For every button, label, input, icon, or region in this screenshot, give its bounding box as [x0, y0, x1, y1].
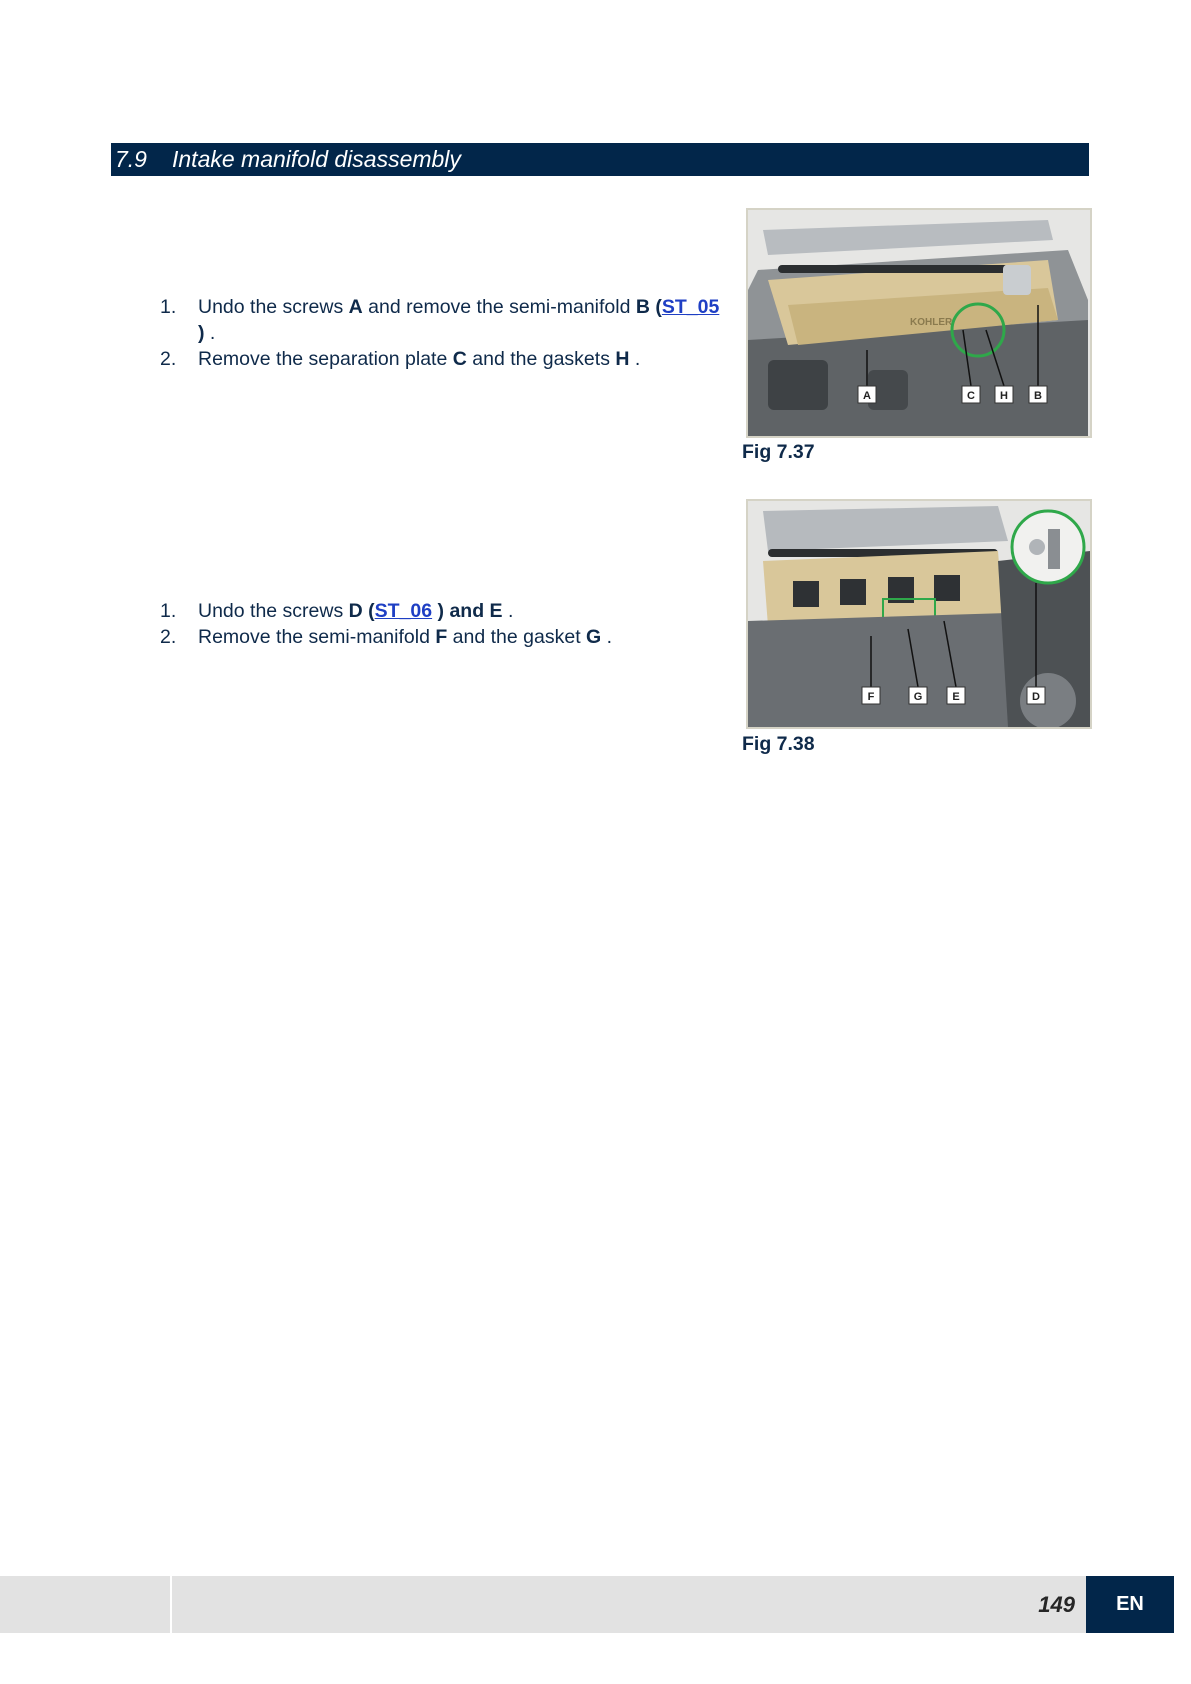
step-text: Remove the semi-manifold	[198, 626, 436, 648]
component-label: F	[435, 626, 448, 648]
screw-tightening-link[interactable]: ST_05	[661, 296, 720, 318]
step-text: and remove the semi-manifold	[362, 296, 636, 318]
step-item	[160, 294, 720, 346]
component-label: A	[348, 296, 363, 318]
step-text: .	[502, 600, 514, 622]
figure-7-37	[746, 208, 1092, 438]
step-text: Undo the screws	[198, 600, 349, 622]
component-label: B (	[635, 296, 662, 318]
step-text: and the gaskets	[466, 348, 616, 370]
callout-label: F	[867, 691, 875, 703]
step-text: .	[601, 626, 613, 648]
language-badge: EN	[1086, 1576, 1174, 1633]
component-label: C	[452, 348, 467, 370]
callout-label: B	[1034, 390, 1042, 402]
screw-tightening-link[interactable]: ST_06	[374, 600, 433, 622]
section-header	[111, 143, 1089, 176]
figure-7-38	[746, 499, 1092, 729]
step-item	[160, 346, 720, 372]
component-label: H	[615, 348, 630, 370]
callout-label: D	[1032, 691, 1040, 703]
component-label: )	[198, 322, 205, 344]
section-number: 7.9	[115, 146, 147, 172]
figure-caption-7-38: Fig 7.38	[742, 733, 815, 755]
instruction-list-1	[160, 294, 720, 372]
footer-divider	[170, 1576, 172, 1633]
brand-mark: KOHLER	[910, 317, 953, 328]
component-label: ) and E	[432, 600, 503, 622]
step-item	[160, 598, 720, 624]
step-number: 1.	[160, 296, 177, 318]
engine-illustration-1	[748, 210, 1090, 436]
step-text: Undo the screws	[198, 296, 349, 318]
step-number: 1.	[160, 600, 177, 622]
section-title: Intake manifold disassembly	[172, 146, 461, 172]
engine-illustration-2	[748, 501, 1090, 727]
step-item	[160, 624, 720, 650]
figure-caption-7-37: Fig 7.37	[742, 441, 815, 463]
step-number: 2.	[160, 348, 177, 370]
callout-label: H	[1000, 390, 1008, 402]
step-text: and the gasket	[447, 626, 587, 648]
component-label: G	[586, 626, 602, 648]
callout-label: C	[967, 390, 975, 402]
callout-label: G	[913, 691, 923, 703]
component-label: D (	[348, 600, 375, 622]
callout-label: A	[863, 390, 871, 402]
instruction-list-2	[160, 598, 720, 650]
page-number: 149	[1038, 1592, 1075, 1617]
step-text: .	[204, 322, 216, 344]
footer-bar	[0, 1576, 1086, 1633]
step-text: Remove the separation plate	[198, 348, 453, 370]
step-number: 2.	[160, 626, 177, 648]
callout-label: E	[952, 691, 960, 703]
step-text: .	[629, 348, 641, 370]
